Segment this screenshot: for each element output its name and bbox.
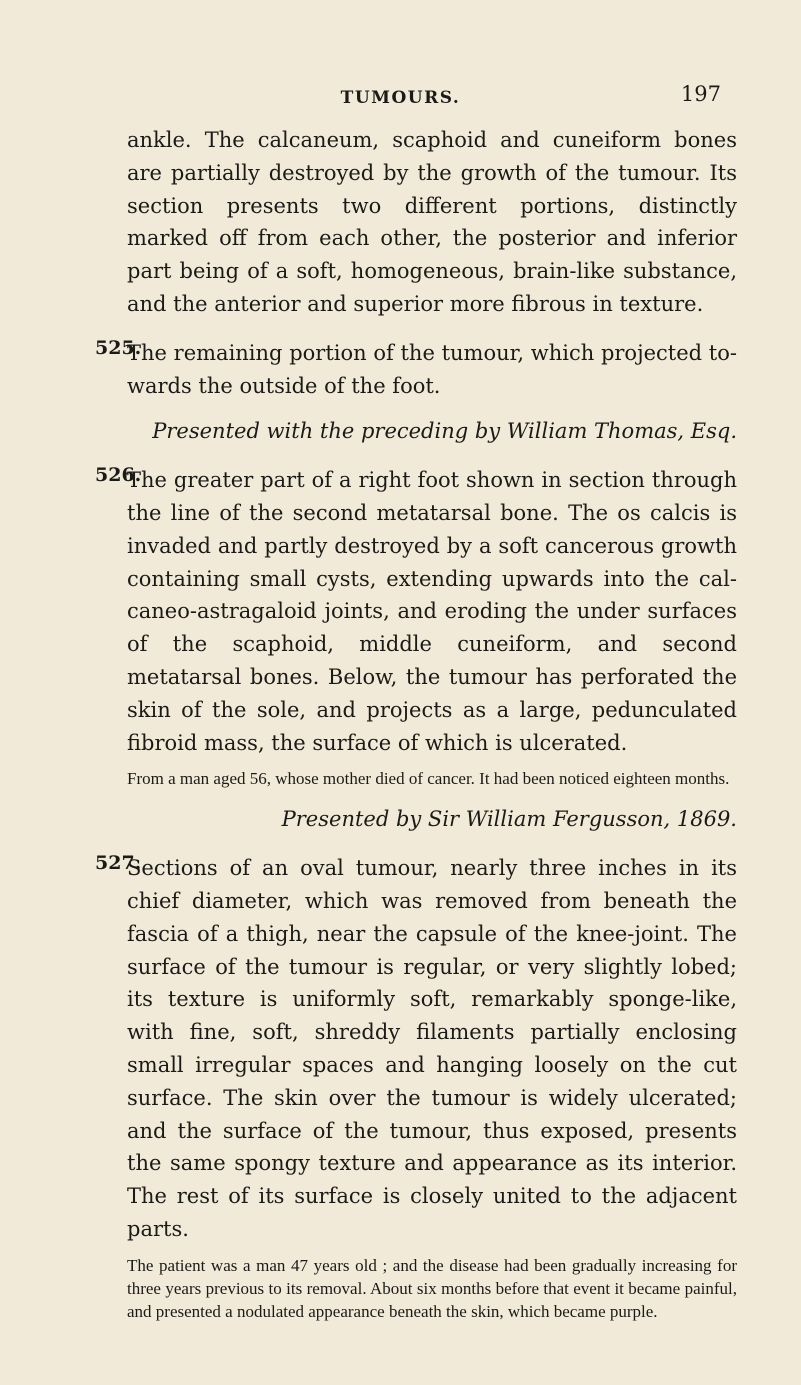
entry-number: 525.: [95, 336, 142, 359]
entry-case-note: The patient was a man 47 years old ; and the disease had been gradually increasing for three years previous to its removal. About six months before that event it became painful, and presented a nodulated appearance beneath the skin, which became purple.: [127, 1255, 737, 1321]
catalogue-entry-525: [97, 337, 737, 403]
running-head: [0, 82, 801, 112]
catalogue-entry-526: [97, 464, 737, 759]
entry-description: Sections of an oval tumour, nearly three inches in its chief diameter, which was removed from beneath the fascia of a thigh, near the capsule of the knee-joint. The surface of the tumour is regular, or very slightly lobed; its texture is uniformly soft, remarkably sponge-like, with fine, soft, shreddy filaments partially enclosing small irregular spaces and hanging loosely on the cut surface. The skin over the tumour is widely ulcerated; and the surface of the tumour, thus exposed, presents the same spongy texture and appearance as its interior. The rest of its surface is closely united to the adjacent parts.: [127, 856, 737, 1241]
entry-number: 527.: [95, 852, 142, 875]
entry-credit: Presented by Sir William Fergusson, 1869.: [281, 807, 737, 832]
body-text: [97, 124, 737, 1323]
entry-credit: Presented with the preceding by William Thomas, Esq.: [152, 419, 737, 444]
running-title: TUMOURS.: [340, 88, 461, 108]
entry-case-note: From a man aged 56, whose mother died of cancer. It had been noticed eighteen months.: [127, 769, 730, 789]
entry-number: 526.: [95, 464, 142, 487]
entry-description: The remaining portion of the tumour, which projected towards the outside of the foot.: [127, 340, 737, 398]
page-number: 197: [680, 82, 721, 106]
entry-description: The greater part of a right foot shown in section through the line of the second metatarsal bone. The os calcis is invaded and partly destroyed by a soft cancerous growth containing small cysts, extending upwards into the calcaneo-astragaloid joints, and eroding the under surfaces of the scaphoid, middle cuneiform, and second metatarsal bones. Below, the tumour has perforated the skin of the sole, and projects as a large, pedunculated fibroid mass, the surface of which is ulcerated.: [127, 468, 737, 755]
continued-paragraph: ankle. The calcaneum, scaphoid and cuneiform bones are partially destroyed by the growth of the tumour. Its section presents two different portions, distinctly marked off from each other, the posterior and inferior part being of a soft, homogeneous, brain-like substance, and the anterior and superior more fibrous in texture.: [127, 128, 737, 316]
catalogue-entry-527: [97, 852, 737, 1246]
